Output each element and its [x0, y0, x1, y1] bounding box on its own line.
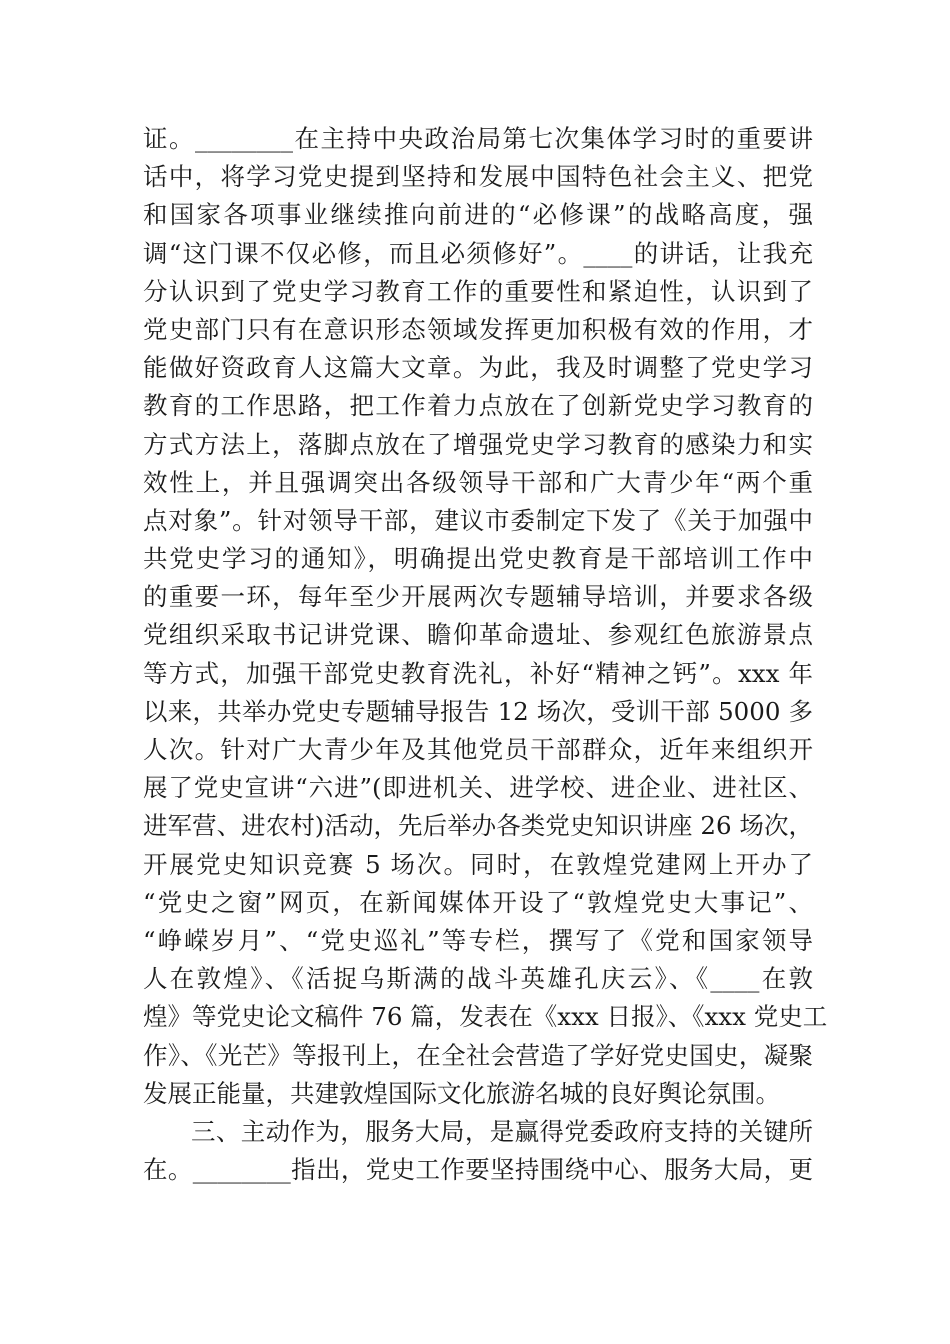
- text-line: 在。________指出，党史工作要坚持围绕中心、服务大局，更: [143, 1155, 813, 1185]
- text-line: 以来，共举办党史专题辅导报告 12 场次，受训干部 5000 多: [143, 696, 813, 726]
- text-line: 人次。针对广大青少年及其他党员干部群众，近年来组织开: [143, 735, 813, 764]
- text-line: 进军营、进农村)活动，先后举办各类党史知识讲座 26 场次，: [143, 811, 813, 841]
- text-line: 党史部门只有在意识形态领域发挥更加积极有效的作用，才: [143, 314, 813, 344]
- text-line: 展了党史宣讲“六进”(即进机关、进学校、进企业、进社区、: [143, 773, 813, 803]
- text-line: “峥嵘岁月”、“党史巡礼”等专栏，撰写了《党和国家领导: [143, 925, 813, 955]
- text-line: 话中，将学习党史提到坚持和发展中国特色社会主义、把党: [143, 162, 813, 192]
- body-text: [143, 120, 828, 1189]
- text-line: 和国家各项事业继续推向前进的“必修课”的战略高度，强: [143, 200, 813, 230]
- text-line: 煌》等党史论文稿件 76 篇，发表在《xxx 日报》、《xxx 党史工: [143, 1002, 828, 1032]
- text-line: 证。________在主持中央政治局第七次集体学习时的重要讲: [143, 124, 813, 153]
- paragraph-last-line: 发展正能量，共建敦煌国际文化旅游名城的良好舆论氛围。: [143, 1078, 780, 1108]
- text-line: 党组织采取书记讲党课、瞻仰革命遗址、参观红色旅游景点: [143, 620, 813, 650]
- section-heading-line: 三、主动作为，服务大局，是赢得党委政府支持的关键所: [191, 1116, 813, 1146]
- text-line: “党史之窗”网页，在新闻媒体开设了“敦煌党史大事记”、: [143, 887, 813, 917]
- text-line: 点对象”。针对领导干部，建议市委制定下发了《关于加强中: [143, 505, 813, 535]
- text-line: 调“这门课不仅必修，而且必须修好”。____的讲话，让我充: [143, 238, 813, 268]
- text-line: 能做好资政育人这篇大文章。为此，我及时调整了党史学习: [143, 353, 813, 383]
- text-line: 效性上，并且强调突出各级领导干部和广大青少年“两个重: [143, 467, 813, 497]
- text-line: 分认识到了党史学习教育工作的重要性和紧迫性，认识到了: [143, 276, 813, 306]
- text-line: 开展党史知识竞赛 5 场次。同时，在敦煌党建网上开办了: [143, 849, 813, 879]
- text-line: 的重要一环，每年至少开展两次专题辅导培训，并要求各级: [143, 582, 813, 612]
- text-line: 人在敦煌》、《活捉乌斯满的战斗英雄孔庆云》、《____在敦: [143, 964, 813, 994]
- text-line: 方式方法上，落脚点放在了增强党史学习教育的感染力和实: [143, 429, 813, 459]
- text-line: 作》、《光芒》等报刊上，在全社会营造了学好党史国史，凝聚: [143, 1040, 813, 1070]
- text-line: 等方式，加强干部党史教育洗礼，补好“精神之钙”。xxx 年: [143, 658, 813, 688]
- text-line: 教育的工作思路，把工作着力点放在了创新党史学习教育的: [143, 391, 813, 421]
- text-line: 共党史学习的通知》，明确提出党史教育是干部培训工作中: [143, 544, 813, 574]
